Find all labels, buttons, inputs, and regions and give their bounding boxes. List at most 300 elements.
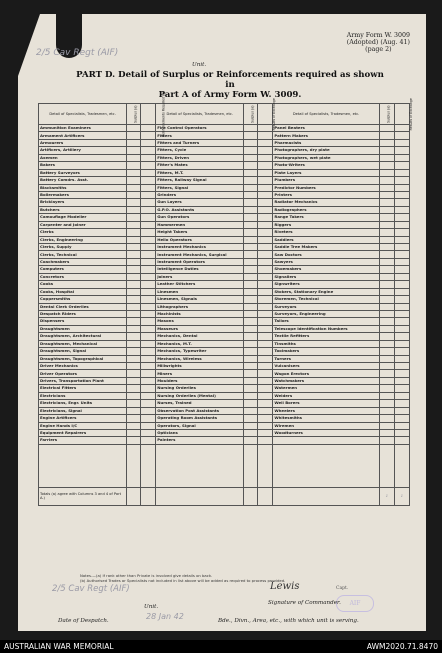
col-header-specialist: Detail of Specialists, Tradesmen, etc.: [39, 104, 127, 125]
surplus-cell: [379, 132, 394, 139]
table-row: [39, 385, 410, 392]
reinf-cell: [258, 303, 273, 310]
reinf-cell: [141, 348, 156, 355]
trade-cell: Drivers, Transportation Plant: [39, 377, 127, 384]
surplus-cell: [127, 191, 141, 198]
reinf-cell: [141, 363, 156, 370]
reinf-cell: [141, 303, 156, 310]
surplus-cell: [127, 258, 141, 265]
surplus-cell: [244, 429, 258, 436]
reinf-cell: [394, 377, 409, 384]
reinf-cell: [141, 266, 156, 273]
blank-cell: [379, 444, 394, 487]
surplus-cell: [127, 325, 141, 332]
surplus-cell: [127, 407, 141, 414]
trade-cell: Battery Surveyors: [39, 169, 127, 176]
reinf-cell: [258, 125, 273, 132]
reinf-cell: [394, 303, 409, 310]
table-row: [39, 147, 410, 154]
reinf-cell: [141, 385, 156, 392]
reinf-cell: [258, 229, 273, 236]
surplus-cell: [379, 221, 394, 228]
reinf-cell: [394, 244, 409, 251]
trade-cell: Instrument Operators: [156, 258, 244, 265]
reinf-cell: [394, 184, 409, 191]
trade-cell: Welders: [273, 392, 379, 399]
surplus-cell: [379, 214, 394, 221]
surplus-cell: [244, 162, 258, 169]
trade-cell: Hammermen: [156, 221, 244, 228]
surplus-cell: [379, 318, 394, 325]
trade-cell: Storemen, Technical: [273, 296, 379, 303]
trade-cell: Leather Stitchers: [156, 281, 244, 288]
reinf-cell: [141, 139, 156, 146]
surplus-cell: [379, 407, 394, 414]
table-row: [39, 221, 410, 228]
surplus-cell: [127, 303, 141, 310]
table-row: [39, 184, 410, 191]
blank-cell: [394, 444, 409, 487]
reinf-cell: [258, 333, 273, 340]
reinf-cell: [258, 385, 273, 392]
trade-cell: Camouflage Modeller: [39, 214, 127, 221]
surplus-cell: [379, 199, 394, 206]
reinf-cell: [258, 258, 273, 265]
reinf-cell: [141, 184, 156, 191]
trade-cell: Clerks, Engineering: [39, 236, 127, 243]
surplus-cell: [379, 385, 394, 392]
table-row: [39, 154, 410, 161]
trade-cell: Coachmakers: [39, 258, 127, 265]
reinf-cell: [258, 348, 273, 355]
document-sheet: [18, 14, 426, 631]
reinf-cell: [394, 325, 409, 332]
trade-cell: Painters: [156, 437, 244, 444]
reinf-cell: [258, 325, 273, 332]
blank-cell: [258, 444, 273, 487]
reinf-cell: [141, 281, 156, 288]
reinf-cell: [394, 429, 409, 436]
trade-cell: Nursing Orderlies: [156, 385, 244, 392]
reinf-cell: [141, 236, 156, 243]
surplus-cell: [244, 221, 258, 228]
reinf-cell: [258, 400, 273, 407]
surplus-cell: [127, 296, 141, 303]
trade-cell: Dental Clerk Orderlies: [39, 303, 127, 310]
reinf-cell: [258, 177, 273, 184]
surplus-cell: [379, 288, 394, 295]
reinf-cell: [141, 437, 156, 444]
surplus-cell: [127, 385, 141, 392]
trade-cell: Farriers: [39, 437, 127, 444]
trade-cell: Well Borers: [273, 400, 379, 407]
trade-cell: Photographers, dry plate: [273, 147, 379, 154]
surplus-cell: [127, 415, 141, 422]
trade-cell: Driver Operators: [39, 370, 127, 377]
trade-cell: Fitters: [156, 132, 244, 139]
torn-corner: [18, 14, 40, 76]
surplus-cell: [379, 206, 394, 213]
col-header-surplus: Surplus (a): [127, 104, 141, 125]
trade-cell: Toolmakers: [273, 348, 379, 355]
reinf-cell: [394, 340, 409, 347]
surplus-cell: [379, 273, 394, 280]
reinf-cell: [258, 281, 273, 288]
reinf-cell: [258, 407, 273, 414]
reinf-cell: [258, 377, 273, 384]
reinf-cell: [258, 236, 273, 243]
col-header-reinforcements: Reinforcements Required (b): [141, 104, 156, 125]
reinf-cell: [258, 251, 273, 258]
table-row: [39, 407, 410, 414]
reinf-cell: [141, 177, 156, 184]
trade-cell: Carpenter and Joiner: [39, 221, 127, 228]
trade-cell: Engine Hands I/C: [39, 422, 127, 429]
trade-cell: Draughtsmen: [39, 325, 127, 332]
reinf-cell: [258, 132, 273, 139]
reinf-cell: [258, 310, 273, 317]
surplus-cell: [379, 169, 394, 176]
trade-cell: Masons: [156, 318, 244, 325]
form-number: Army Form W. 3009: [346, 32, 410, 39]
trade-cell: Linesmen, Signals: [156, 296, 244, 303]
reinf-cell: [258, 214, 273, 221]
trade-cell: Coppersmiths: [39, 296, 127, 303]
table-row: [39, 258, 410, 265]
surplus-cell: [244, 199, 258, 206]
reinf-cell: [141, 229, 156, 236]
surplus-cell: [127, 392, 141, 399]
trade-cell: Electricians, Engr. Units: [39, 400, 127, 407]
trade-cell: Saddlers: [273, 236, 379, 243]
trade-cell: Computers: [39, 266, 127, 273]
reinf-cell: [394, 281, 409, 288]
blank-cell: [141, 444, 156, 487]
notes: [80, 574, 285, 583]
table-row: [39, 214, 410, 221]
surplus-cell: [379, 363, 394, 370]
reinf-cell: [258, 162, 273, 169]
trade-cell: Fitters and Turners: [156, 139, 244, 146]
trade-cell: Watchmakers: [273, 377, 379, 384]
reinf-cell: [394, 132, 409, 139]
reinf-cell: [394, 266, 409, 273]
surplus-cell: [244, 415, 258, 422]
surplus-cell: [244, 273, 258, 280]
surplus-cell: [127, 377, 141, 384]
reinf-cell: [394, 139, 409, 146]
trade-cell: Observation Post Assistants: [156, 407, 244, 414]
surplus-cell: [379, 258, 394, 265]
reinf-cell: [394, 147, 409, 154]
trade-cell: Miners: [156, 370, 244, 377]
reinf-cell: [258, 340, 273, 347]
surplus-cell: [379, 191, 394, 198]
trade-cell: Armourers: [39, 139, 127, 146]
surplus-cell: [244, 370, 258, 377]
archive-footer: [0, 640, 442, 653]
trade-cell: Electricians, Signal: [39, 407, 127, 414]
trade-cell: Shoemakers: [273, 266, 379, 273]
surplus-cell: [379, 281, 394, 288]
totals-cell: [156, 487, 244, 505]
table-header-row: [39, 104, 410, 125]
note-b: (b) Authorised Trades or Specialists not included in list above will be added as required to process provided.: [80, 577, 286, 583]
table-row: [39, 169, 410, 176]
total-results: 1: [394, 487, 409, 505]
trade-cell: Radiographers: [273, 206, 379, 213]
table-row: [39, 229, 410, 236]
surplus-cell: [379, 266, 394, 273]
form-adopted: (Adopted) (Aug. 41): [346, 39, 410, 46]
trade-cell: Fitters, Cycle: [156, 147, 244, 154]
surplus-cell: [379, 251, 394, 258]
surplus-cell: [379, 139, 394, 146]
surplus-cell: [244, 191, 258, 198]
reinf-cell: [141, 333, 156, 340]
reinf-cell: [394, 125, 409, 132]
col-header-specialist: Detail of Specialists, Tradesmen, etc.: [273, 104, 379, 125]
trade-cell: Battery Comdrs. Asst.: [39, 177, 127, 184]
reinf-cell: [394, 355, 409, 362]
trade-cell: Fitters, Signal: [156, 184, 244, 191]
trade-cell: Sawyers: [273, 258, 379, 265]
reinf-cell: [258, 392, 273, 399]
reinf-cell: [141, 310, 156, 317]
table-row: [39, 333, 410, 340]
trade-cell: Despatch Riders: [39, 310, 127, 317]
trade-cell: Wiremen: [273, 422, 379, 429]
reinf-cell: [394, 422, 409, 429]
surplus-cell: [379, 415, 394, 422]
table-row: [39, 318, 410, 325]
surplus-cell: [244, 244, 258, 251]
reinf-cell: [258, 437, 273, 444]
reinf-cell: [141, 199, 156, 206]
trade-cell: Helio Operators: [156, 236, 244, 243]
totals-label: Totals (a) agree with Columns 3 and 4 of Part A.): [39, 487, 127, 505]
trade-cell: Equipment Repairers: [39, 429, 127, 436]
surplus-cell: [127, 229, 141, 236]
trade-cell: Draughtsmen, Mechanical: [39, 340, 127, 347]
totals-cell: [127, 487, 141, 505]
trade-cell: Bricklayers: [39, 199, 127, 206]
commander-signature: Lewis: [270, 581, 300, 592]
surplus-cell: [244, 147, 258, 154]
trade-cell: Opticians: [156, 429, 244, 436]
reinf-cell: [258, 415, 273, 422]
reinf-cell: [394, 258, 409, 265]
trade-cell: Machinists: [156, 310, 244, 317]
trade-cell: Surveyors: [273, 303, 379, 310]
table-row: [39, 251, 410, 258]
trade-cell: Telescope Identification Numbers: [273, 325, 379, 332]
totals-cell: [141, 487, 156, 505]
reinf-cell: [258, 273, 273, 280]
surplus-cell: [127, 281, 141, 288]
trade-cell: Boilermakers: [39, 191, 127, 198]
trade-cell: Gun Operators: [156, 214, 244, 221]
surplus-cell: [127, 162, 141, 169]
trade-cell: Operating Room Assistants: [156, 415, 244, 422]
trade-cell: Mechanics, Typewriter: [156, 348, 244, 355]
unit-label: Unit.: [192, 62, 207, 68]
totals-cell: [273, 487, 379, 505]
form-identifier: [347, 32, 410, 53]
trade-cell: Signallers: [273, 273, 379, 280]
reinf-cell: [258, 199, 273, 206]
reinf-cell: [141, 400, 156, 407]
reinf-cell: [258, 154, 273, 161]
surplus-cell: [244, 310, 258, 317]
reinf-cell: [141, 377, 156, 384]
trade-cell: Plumbers: [273, 177, 379, 184]
surplus-cell: [244, 437, 258, 444]
trade-cell: Mechanics, Wireless: [156, 355, 244, 362]
surplus-cell: [244, 206, 258, 213]
table-row: [39, 310, 410, 317]
reinf-cell: [394, 177, 409, 184]
table-row: [39, 273, 410, 280]
surplus-cell: [379, 392, 394, 399]
trade-cell: Moulders: [156, 377, 244, 384]
reinf-cell: [141, 147, 156, 154]
surplus-cell: [379, 422, 394, 429]
reinf-cell: [258, 266, 273, 273]
table-row: [39, 363, 410, 370]
reinf-cell: [258, 169, 273, 176]
surplus-cell: [379, 370, 394, 377]
trade-cell: Plate Layers: [273, 169, 379, 176]
blank-cell: [156, 444, 244, 487]
surplus-cell: [379, 244, 394, 251]
trade-cell: Surveyors, Engineering: [273, 310, 379, 317]
blank-row: [39, 444, 410, 487]
trade-cell: Intelligence Duties: [156, 266, 244, 273]
trade-cell: Panel Beaters: [273, 125, 379, 132]
table-row: [39, 437, 410, 444]
trade-cell: Fire Control Operators: [156, 125, 244, 132]
table-row: [39, 303, 410, 310]
reinf-cell: [394, 400, 409, 407]
trade-cell: Saw Doctors: [273, 251, 379, 258]
table-row: [39, 429, 410, 436]
surplus-cell: [244, 355, 258, 362]
surplus-cell: [244, 139, 258, 146]
surplus-cell: [127, 400, 141, 407]
surplus-cell: [379, 333, 394, 340]
trade-cell: Fitters, Driven: [156, 154, 244, 161]
date-handwritten: 28 Jan 42: [146, 612, 184, 621]
surplus-cell: [379, 303, 394, 310]
trade-cell: Tinsmiths: [273, 340, 379, 347]
reinf-cell: [141, 340, 156, 347]
reinf-cell: [258, 429, 273, 436]
trade-cell: Riggers: [273, 221, 379, 228]
trade-cell: Tailors: [273, 318, 379, 325]
table-row: [39, 370, 410, 377]
reinf-cell: [141, 296, 156, 303]
surplus-cell: [127, 437, 141, 444]
surplus-cell: [379, 355, 394, 362]
surplus-cell: [127, 132, 141, 139]
reinf-cell: [141, 392, 156, 399]
note-a: Notes.—(a) If rank other than Private is involved give details on back.: [80, 573, 213, 578]
title-line-2: Part A of Army Form W. 3009.: [158, 90, 302, 100]
surplus-cell: [244, 340, 258, 347]
trade-cell: Whitesmiths: [273, 415, 379, 422]
surplus-cell: [127, 288, 141, 295]
surplus-cell: [379, 310, 394, 317]
trade-cell: Radiator Mechanics: [273, 199, 379, 206]
surplus-cell: [244, 392, 258, 399]
col-header-results: Results of Exchange: [394, 104, 409, 125]
surplus-cell: [379, 236, 394, 243]
surplus-cell: [127, 429, 141, 436]
trade-cell: Mechanics, Dental: [156, 333, 244, 340]
trade-cell: Grinders: [156, 191, 244, 198]
reinf-cell: [258, 318, 273, 325]
surplus-cell: [127, 363, 141, 370]
reinf-cell: [141, 258, 156, 265]
table-row: [39, 377, 410, 384]
table-row: [39, 162, 410, 169]
surplus-cell: [127, 184, 141, 191]
surplus-cell: [379, 340, 394, 347]
trade-cell: Photographers, wet plate: [273, 154, 379, 161]
reinf-cell: [141, 125, 156, 132]
surplus-cell: [379, 184, 394, 191]
table-row: [39, 191, 410, 198]
reinf-cell: [258, 139, 273, 146]
trade-cell: Cooks: [39, 281, 127, 288]
surplus-cell: [379, 147, 394, 154]
trade-cell: Bakers: [39, 162, 127, 169]
reinf-cell: [394, 162, 409, 169]
reinf-cell: [394, 348, 409, 355]
trade-cell: Mechanics, M.T.: [156, 340, 244, 347]
surplus-cell: [244, 154, 258, 161]
page-title: [70, 70, 390, 100]
reinf-cell: [141, 318, 156, 325]
col-header-surplus: Surplus (a): [379, 104, 394, 125]
trade-cell: Engine Artificers: [39, 415, 127, 422]
reinf-cell: [258, 370, 273, 377]
trade-cell: Height Takers: [156, 229, 244, 236]
surplus-cell: [244, 348, 258, 355]
trade-cell: Range Takers: [273, 214, 379, 221]
surplus-cell: [379, 437, 394, 444]
surplus-cell: [127, 348, 141, 355]
surplus-cell: [379, 348, 394, 355]
table-row: [39, 244, 410, 251]
reinf-cell: [258, 363, 273, 370]
reinf-cell: [141, 325, 156, 332]
blank-cell: [127, 444, 141, 487]
reinf-cell: [141, 244, 156, 251]
trade-cell: Textile Refitters: [273, 333, 379, 340]
reinf-cell: [394, 236, 409, 243]
surplus-cell: [127, 214, 141, 221]
reinf-cell: [258, 296, 273, 303]
trade-cell: Electricians: [39, 392, 127, 399]
reinf-cell: [141, 162, 156, 169]
surplus-cell: [127, 244, 141, 251]
reinf-cell: [394, 154, 409, 161]
trade-cell: Fitter's Mates: [156, 162, 244, 169]
surplus-cell: [127, 206, 141, 213]
table-row: [39, 125, 410, 132]
